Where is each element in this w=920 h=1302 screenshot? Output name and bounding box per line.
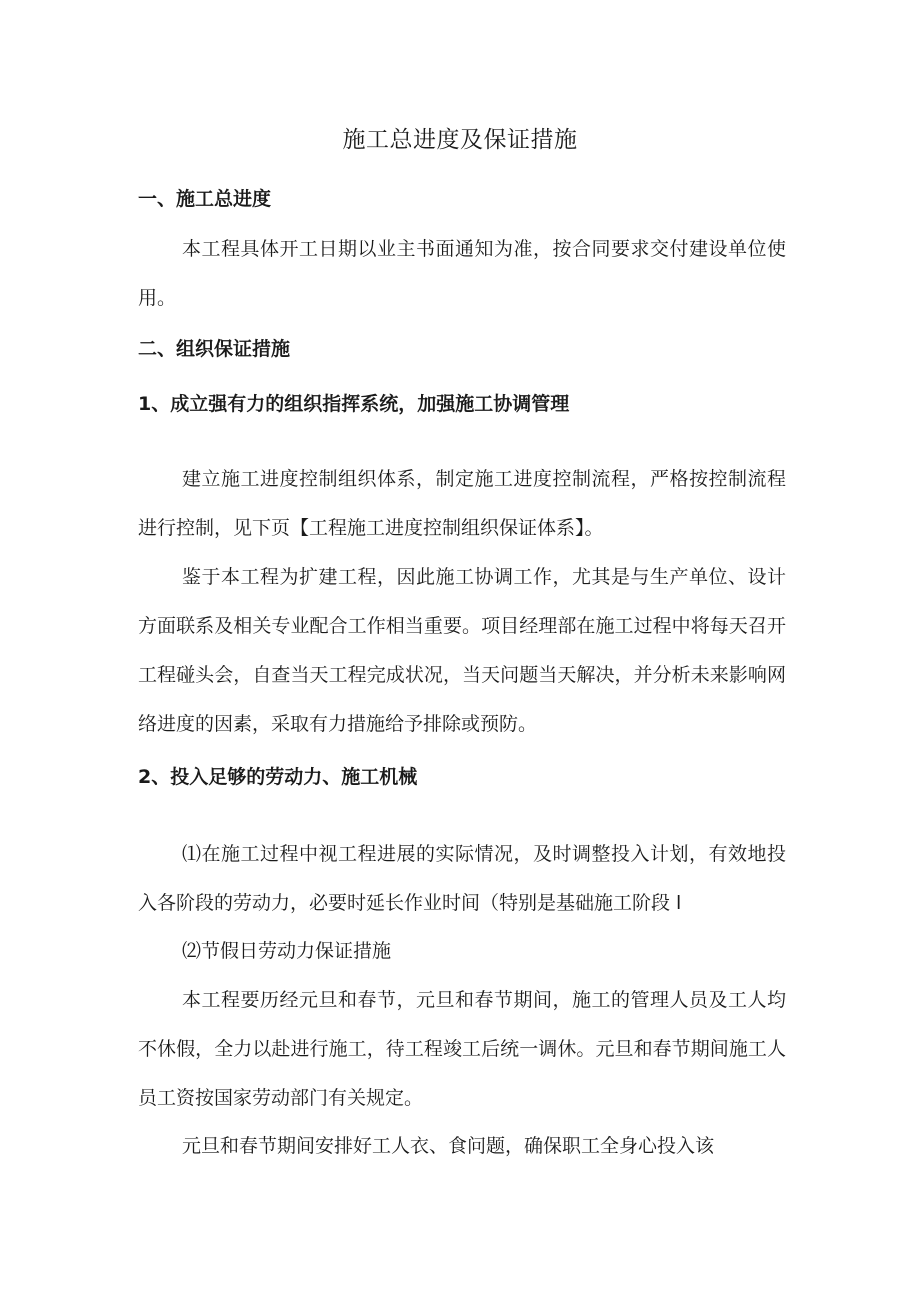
- section-heading-organization: 二、组织保证措施: [138, 338, 291, 360]
- labor-paragraph-2: ⑵节假日劳动力保证措施: [182, 940, 392, 962]
- subsection-heading-command-system: 1、成立强有力的组织指挥系统，加强施工协调管理: [138, 393, 570, 415]
- command-system-paragraph-2: 鉴于本工程为扩建工程，因此施工协调工作，尤其是与生产单位、设计方面联系及相关专业配合工作相当重要。项目经理部在施工过程中将每天召开工程碰头会，自查当天工程完成状况，当天问题当天解决，并分析未来影响网络进度的因素，采取有力措施给予排除或预防。: [138, 566, 786, 735]
- command-system-paragraph-1: 建立施工进度控制组织体系，制定施工进度控制流程，严格按控制流程进行控制，见下页【工程施工进度控制组织保证体系】。: [138, 468, 786, 539]
- schedule-paragraph: 本工程具体开工日期以业主书面通知为准，按合同要求交付建设单位使用。: [138, 238, 786, 309]
- labor-paragraph-4: 元旦和春节期间安排好工人衣、食问题，确保职工全身心投入该: [182, 1135, 715, 1157]
- labor-paragraph-1: ⑴在施工过程中视工程进展的实际情况，及时调整投入计划，有效地投入各阶段的劳动力，必要时延长作业时间（特别是基础施工阶段 l: [138, 843, 786, 914]
- subsection-heading-labor-machinery: 2、投入足够的劳动力、施工机械: [138, 766, 418, 788]
- section-heading-schedule: 一、施工总进度: [138, 188, 272, 210]
- document-title: 施工总进度及保证措施: [342, 127, 578, 153]
- labor-paragraph-3: 本工程要历经元旦和春节，元旦和春节期间，施工的管理人员及工人均不休假，全力以赴进行施工，待工程竣工后统一调休。元旦和春节期间施工人员工资按国家劳动部门有关规定。: [138, 989, 786, 1109]
